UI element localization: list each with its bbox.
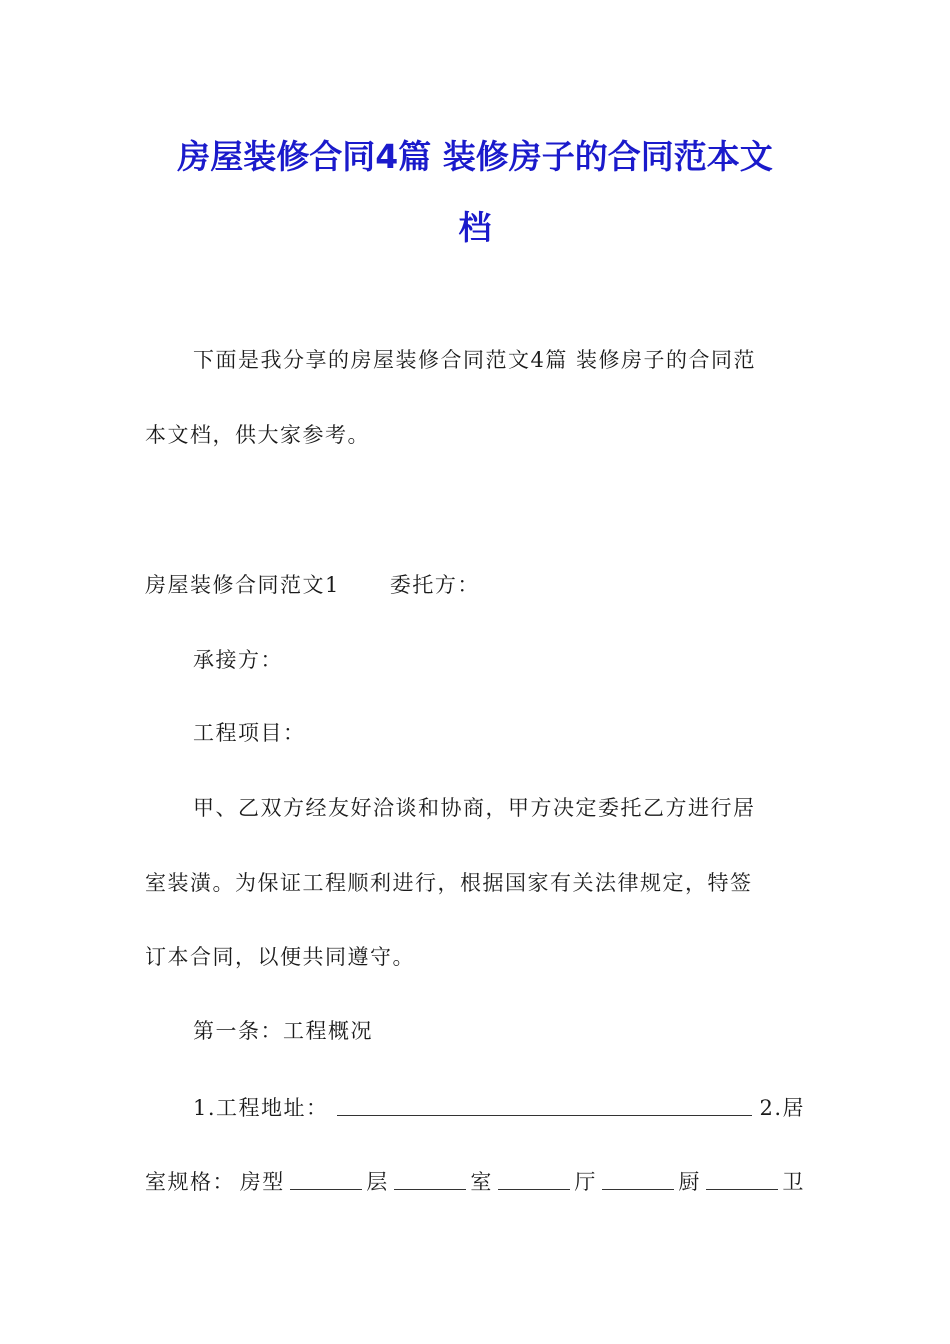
address-label: 1.工程地址： <box>193 1096 329 1120</box>
hall-blank <box>602 1167 674 1190</box>
article-1-heading: 第一条：工程概况 <box>193 1019 373 1043</box>
project-label: 工程项目： <box>193 721 306 745</box>
paragraph-line-2: 室装潢。为保证工程顺利进行，根据国家有关法律规定，特签 <box>145 871 753 895</box>
spec-row <box>145 1167 805 1197</box>
document-title-line-2: 档 <box>458 208 492 247</box>
house-type-blank <box>290 1167 362 1190</box>
spec-label-end: 室规格： <box>145 1170 235 1194</box>
kitchen-blank <box>706 1167 778 1190</box>
document-title-line-1: 房屋装修合同4篇 装修房子的合同范本文 <box>177 137 773 176</box>
address-blank <box>337 1093 752 1116</box>
hall-label: 厅 <box>574 1170 597 1194</box>
paragraph-line-3: 订本合同，以便共同遵守。 <box>145 945 415 969</box>
paragraph-line-1: 甲、乙双方经友好洽谈和协商，甲方决定委托乙方进行居 <box>193 796 756 820</box>
house-type-label: 房型 <box>239 1170 285 1194</box>
floor-blank <box>394 1167 466 1190</box>
section-1-heading: 房屋装修合同范文1 <box>145 573 340 597</box>
kitchen-label: 厨 <box>678 1170 701 1194</box>
section-1-heading-row <box>145 570 805 600</box>
bath-label: 卫 <box>782 1170 805 1194</box>
room-blank <box>498 1167 570 1190</box>
address-row <box>193 1093 805 1123</box>
floor-label: 层 <box>366 1170 389 1194</box>
client-label: 委托方： <box>389 573 480 597</box>
spec-label-start: 2.居 <box>759 1096 805 1120</box>
intro-line-2: 本文档，供大家参考。 <box>145 423 370 447</box>
room-label: 室 <box>470 1170 493 1194</box>
contractor-label: 承接方： <box>193 648 283 672</box>
intro-line-1: 下面是我分享的房屋装修合同范文4篇 装修房子的合同范 <box>193 348 757 372</box>
